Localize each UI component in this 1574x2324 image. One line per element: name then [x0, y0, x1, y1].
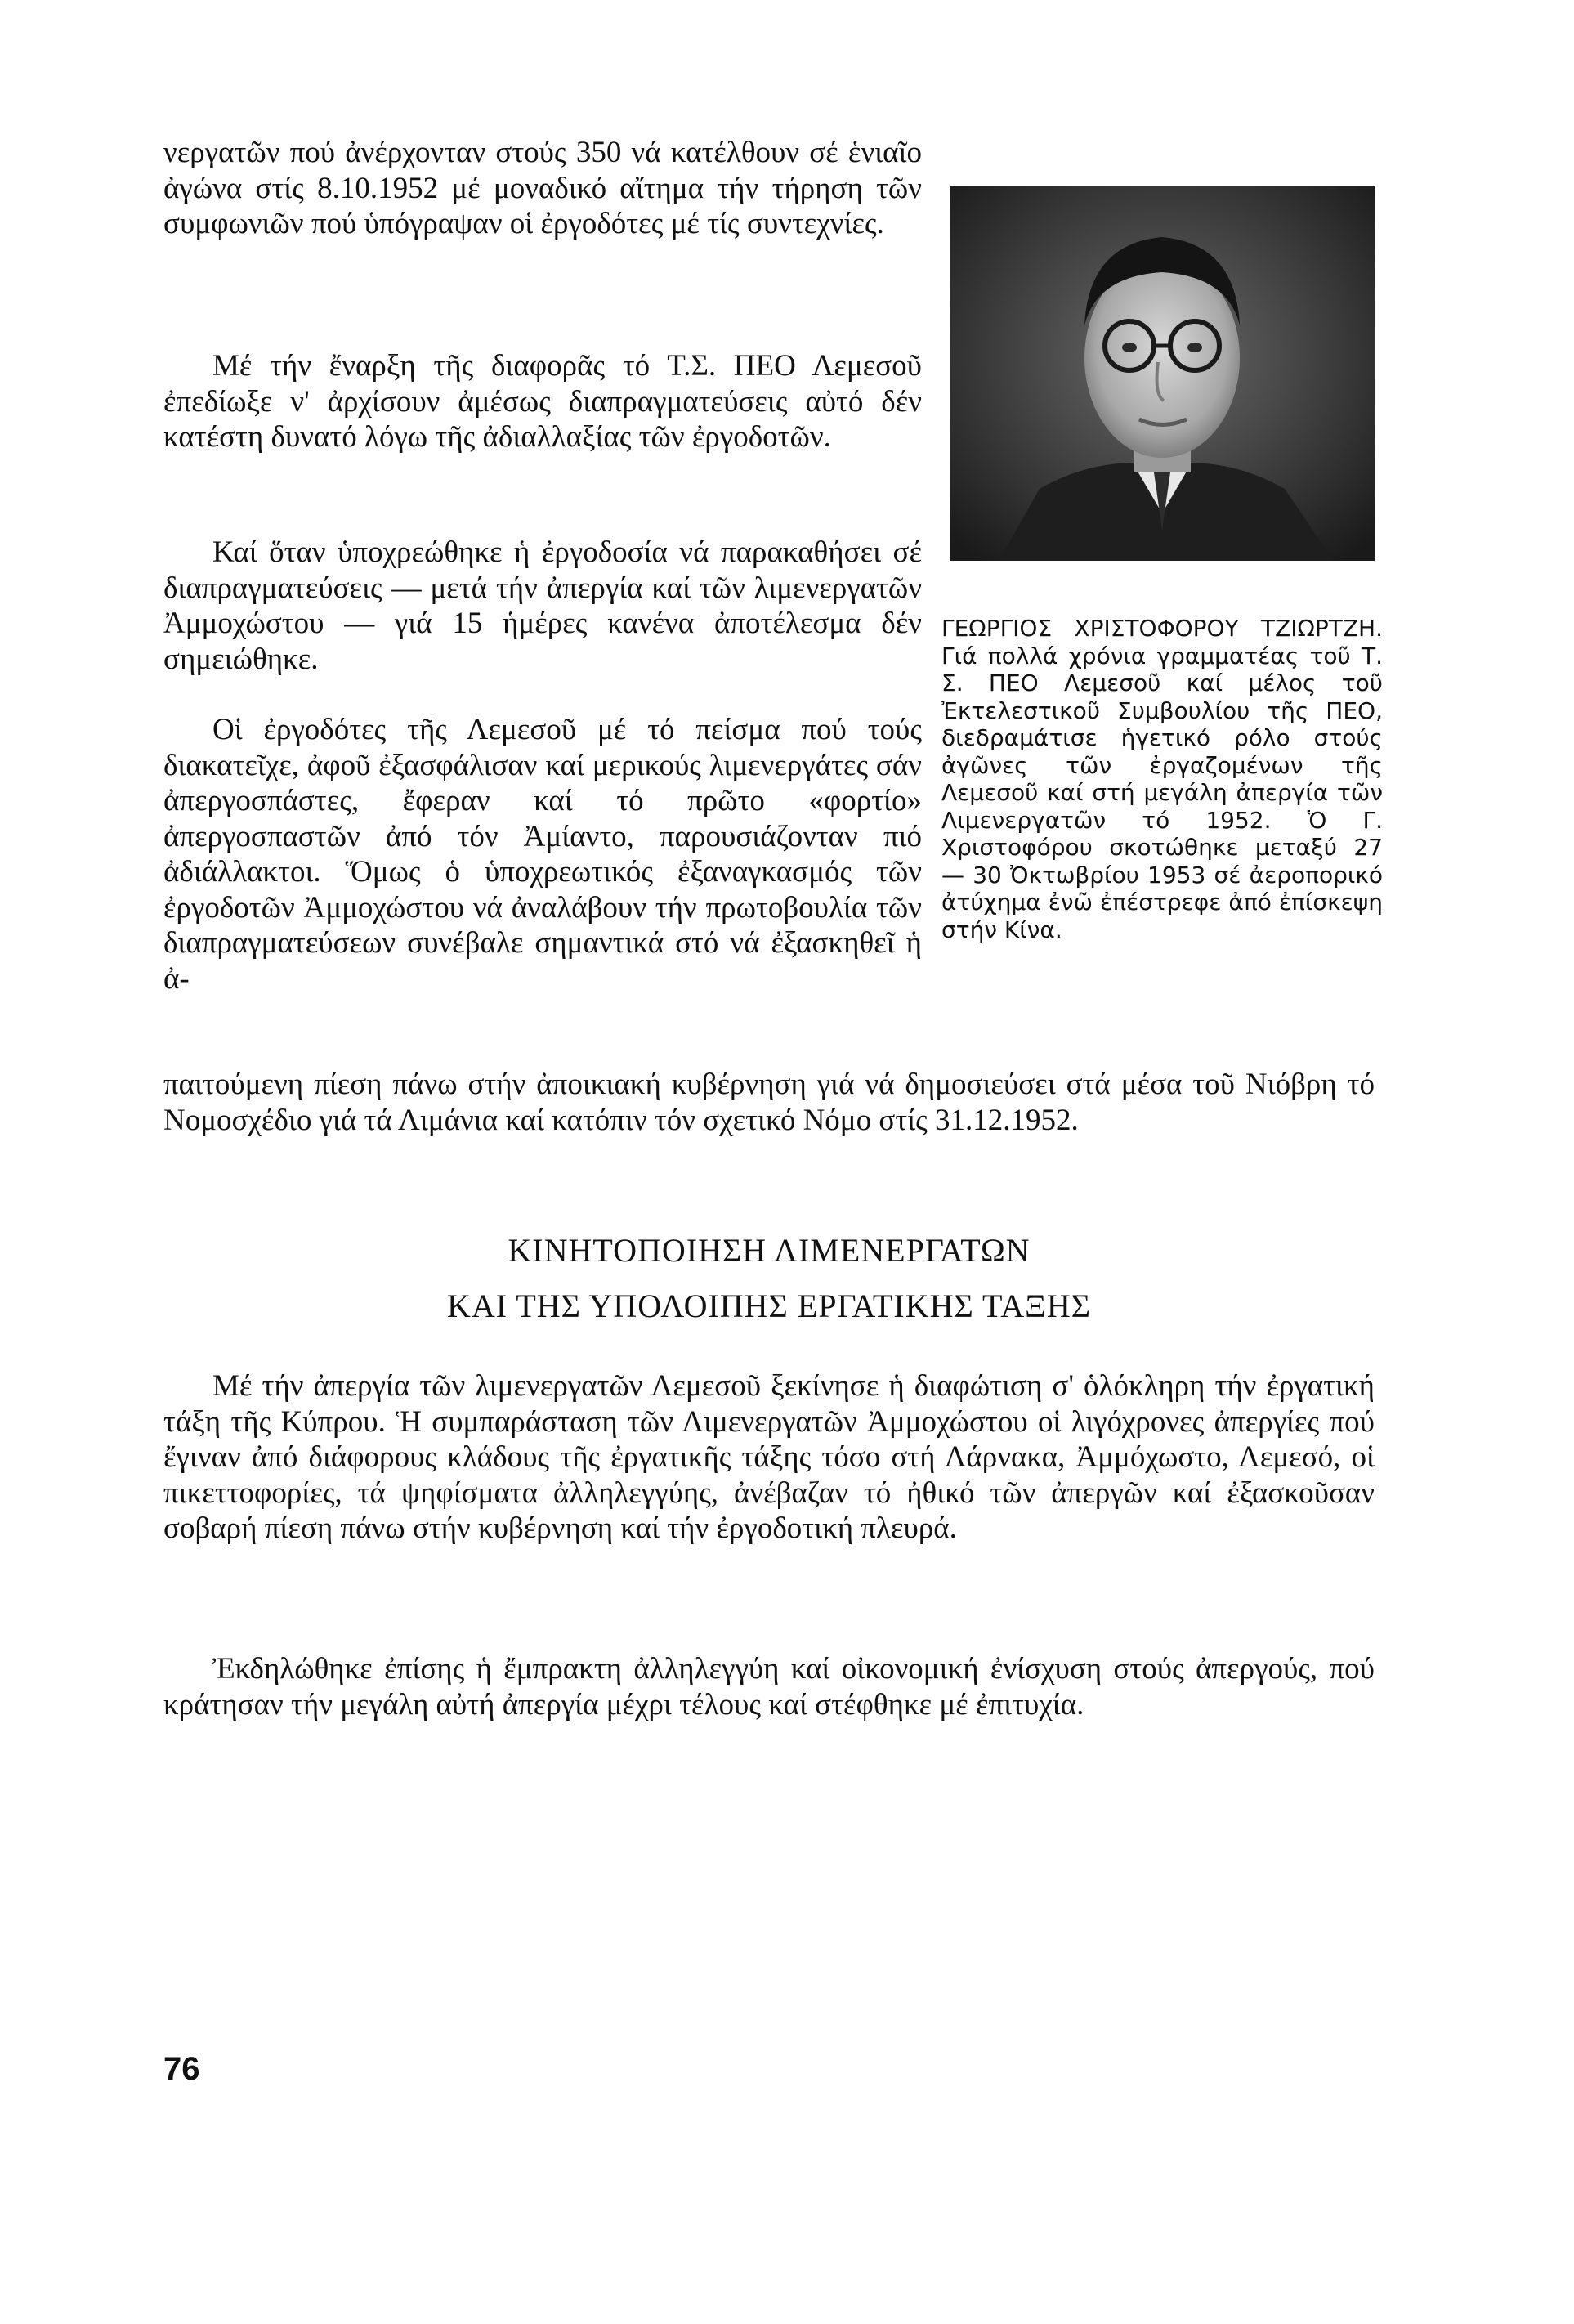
portrait-photo — [950, 186, 1375, 561]
section-paragraph-2: Ἐκδηλώθηκε ἐπίσης ἡ ἔμπρακτη ἀλληλεγγύη καί οἰκονομική ἐνίσχυση στούς ἀπεργούς, πού κράτησαν τήν μεγάλη αὐτή ἀπεργία μέχρι τέλους καί στέφθηκε μέ ἐπιτυχία. — [163, 1652, 1375, 1722]
article-paragraph-2: Μέ τήν ἔναρξη τῆς διαφορᾶς τό Τ.Σ. ΠΕΟ Λεμεσοῦ ἐπεδίωξε ν' ἀρχίσουν ἀμέσως διαπραγματεύσεις αὐτό δέν κατέστη δυνατό λόγω τῆς ἀδιαλλαξίας τῶν ἐργοδοτῶν. — [163, 349, 922, 454]
section-heading-line-2: ΚΑΙ ΤΗΣ ΥΠΟΛΟΙΠΗΣ ΕΡΓΑΤΙΚΗΣ ΤΑΞΗΣ — [446, 1287, 1092, 1324]
caption-text: Γιά πολλά χρόνια γραμματέας τοῦ Τ. Σ. ΠΕΟ Λεμεσοῦ καί μέλος τοῦ Ἐκτελεστικοῦ Συμβουλίου τῆς ΠΕΟ, διεδραμάτισε ἡγετικό ρόλο στούς ἀγῶνες τῶν ἐργαζομένων τῆς Λεμεσοῦ καί στή μεγάλη ἀπεργία τῶν Λιμενεργατῶν τό 1952. Ὁ Γ. Χριστοφόρου σκοτώθηκε μεταξύ 27 — 30 Ὀκτωβρίου 1953 σέ ἀεροπορικό ἀτύχημα ἐνῶ ἐπέστρεφε ἀπό ἐπίσκεψη στήν Κίνα. — [941, 642, 1383, 943]
caption-name: ΓΕΩΡΓΙΟΣ ΧΡΙΣΤΟΦΟΡΟΥ ΤΖΙΩΡΤΖΗ. — [941, 615, 1383, 642]
page-number: 76 — [163, 2051, 200, 2087]
article-paragraph-4-continued: παιτούμενη πίεση πάνω στήν ἀποικιακή κυβέρνηση γιά νά δημοσιεύσει στά μέσα τοῦ Νιόβρη τό Νομοσχέδιο γιά τά Λιμάνια καί κατόπιν τόν σχετικό Νόμο στίς 31.12.1952. — [163, 1068, 1375, 1137]
article-paragraph-3: Καί ὅταν ὑποχρεώθηκε ἡ ἐργοδοσία νά παρακαθήσει σέ διαπραγματεύσεις — μετά τήν ἀπεργία καί τῶν λιμενεργατῶν Ἀμμοχώστου — γιά 15 ἡμέρες κανένα ἀποτέλεσμα δέν σημειώθηκε. — [163, 535, 922, 676]
article-paragraph-1: νεργατῶν πού ἀνέρχονταν στούς 350 νά κατέλθουν σέ ἑνιαῖο ἀγώνα στίς 8.10.1952 μέ μοναδικό αἴτημα τήν τήρηση τῶν συμφωνιῶν πού ὑπόγραψαν οἱ ἐργοδότες μέ τίς συντεχνίες. — [163, 136, 922, 240]
photo-caption — [941, 615, 1383, 943]
article-paragraph-4: Οἱ ἐργοδότες τῆς Λεμεσοῦ μέ τό πείσμα πού τούς διακατεῖχε, ἀφοῦ ἐξασφάλισαν καί μερικούς λιμενεργάτες σάν ἀπεργοσπάστες, ἔφεραν καί τό πρῶτο «φορτίο» ἀπεργοσπαστῶν ἀπό τόν Ἀμίαντο, παρουσιάζονταν πιό ἀδιάλλακτοι. Ὅμως ὁ ὑποχρεωτικός ἐξαναγκασμός τῶν ἐργοδοτῶν Ἀμμοχώστου νά ἀναλάβουν τήν πρωτοβουλία τῶν διαπραγματεύσεων συνέβαλε σημαντικά στό νά ἐξασκηθεῖ ἡ ἀ- — [163, 713, 922, 996]
section-heading-line-1: ΚΙΝΗΤΟΠΟΙΗΣΗ ΛΙΜΕΝΕΡΓΑΤΩΝ — [508, 1232, 1031, 1269]
section-paragraph-1: Μέ τήν ἀπεργία τῶν λιμενεργατῶν Λεμεσοῦ ξεκίνησε ἡ διαφώτιση σ' ὁλόκληρη τήν ἐργατική τάξη τῆς Κύπρου. Ἡ συμπαράσταση τῶν Λιμενεργατῶν Ἀμμοχώστου οἱ λιγόχρονες ἀπεργίες πού ἔγιναν ἀπό διάφορους κλάδους τῆς ἐργατικῆς τάξης τόσο στή Λάρνακα, Ἀμμόχωστο, Λεμεσό, οἱ πικεττοφορίες, τά ψηφίσματα ἀλληλεγγύης, ἀνέβαζαν τό ἠθικό τῶν ἀπεργῶν καί ἐξασκοῦσαν σοβαρή πίεση πάνω στήν κυβέρνηση καί τήν ἐργοδοτική πλευρά. — [163, 1369, 1375, 1545]
portrait-image — [950, 186, 1375, 561]
